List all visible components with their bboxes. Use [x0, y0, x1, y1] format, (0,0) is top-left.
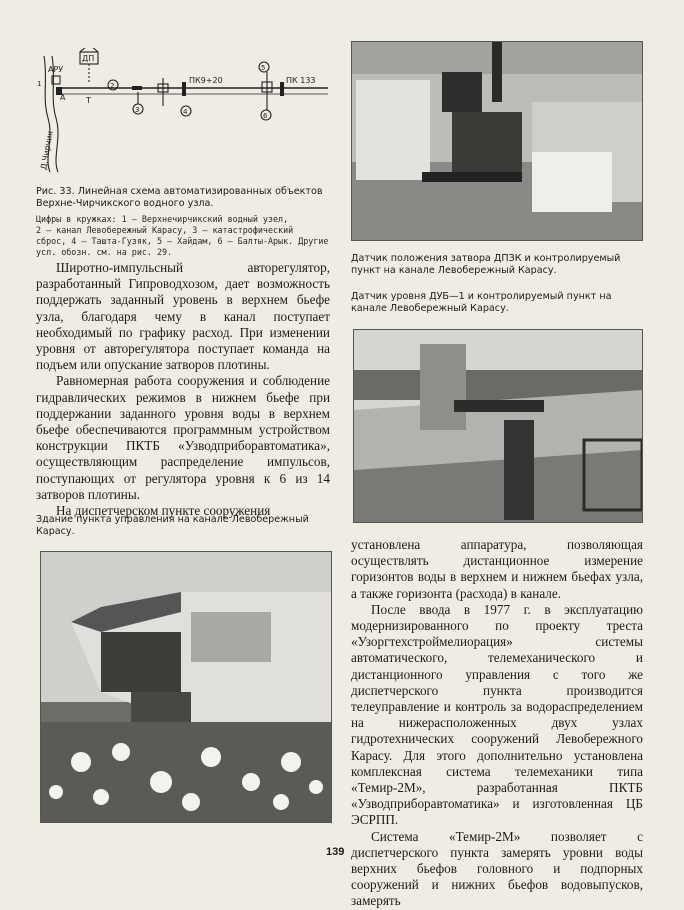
right-column-text: [351, 537, 643, 910]
figure-legend: Цифры в кружках: 1 — Верхнечирчикский водный узел, 2 — канал Левобережный Карасу, 3 — катастрофический сброс, 4 — Ташта-Гузяк, 5 — Хайдам, 6 — Балты-Арык. Другие усл. обозн. см. на рис. 29.: [36, 214, 329, 257]
paragraph: Равномерная работа сооружения и соблюдение гидравлических режимов в нижнем бьефе при поддержании заданного уровня воды в верхнем бьефе обеспечиваются программным устройством конструкции ПКТБ «Узводприборавтоматика», осуществляющим распределение импульсов, поступающих от регулятора уровня к 6 из 14 затворов плотины.: [36, 373, 330, 502]
photo-caption-dpzk: Датчик положения затвора ДПЗК и контролируемый пункт на канале Левобережный Карасу.: [351, 253, 621, 276]
dp-roof: [80, 48, 98, 52]
label-river: Д.Чирчик: [39, 130, 55, 171]
scheme-diagram: [34, 48, 334, 176]
paragraph: На диспетчерском пункте сооружения: [56, 503, 271, 519]
label-t: Т: [86, 96, 91, 105]
label-pk1: ПК9+20: [189, 76, 223, 85]
photo-sensor-dub: [353, 329, 643, 523]
label-a: A: [60, 93, 66, 102]
left-column-text: [36, 260, 330, 519]
svg-text:2: 2: [110, 82, 115, 90]
svg-text:5: 5: [261, 64, 266, 72]
svg-text:3: 3: [135, 106, 140, 114]
paragraph: После ввода в 1977 г. в эксплуатацию модернизированного по проекту треста «Узоргтехстроймелиорация» системы автоматического, телемеханического и дистанционного управления с того же диспетчерского пункта производится телеуправление и контроль за водораспределением на нижерасположенных двух узлах гидротехнических сооружений Левобережного Карасу. Для этого дополнительно установлена комплексная система телемеханики типа «Темир-2М», разработанная ПКТБ «Узводприборавтоматика» и изготовленная ЦБ ЭСРПП.: [351, 601, 643, 828]
photo-caption-dub: Датчик уровня ДУБ—1 и контролируемый пункт на канале Левобережный Карасу.: [351, 291, 612, 314]
gate-mark-2: [280, 82, 284, 96]
svg-text:6: 6: [263, 112, 268, 120]
photo-control-building: [40, 551, 332, 823]
paragraph: установлена аппаратура, позволяющая осуществлять дистанционное измерение горизонтов воды в верхнем и нижнем бьефах узла, а также горизонта (расхода) в канале.: [351, 537, 643, 601]
paragraph: Широтно-импульсный авторегулятор, разработанный Гипроводхозом, дает возможность поддержать заданный уровень в верхнем бьефе узла, благодаря чему в канал поступает необходимый по графику расход. При изменении уровня от авторегулятора поступает команда на подъем или опускание затворов плотины.: [36, 260, 330, 373]
photo-sensor-dpzk: [351, 41, 643, 241]
svg-text:1: 1: [37, 80, 42, 88]
photo-caption-building: Здание пункта управления на канале Левобережный Карасу.: [36, 514, 309, 537]
page-number: 139: [326, 846, 345, 858]
paragraph: Система «Темир-2М» позволяет с диспетчерского пункта замерять уровни воды верхних бьефов головного и подпорных сооружений и нижних бьефов водовыпусков, замерять: [351, 828, 643, 909]
label-dp: ДП: [82, 54, 95, 63]
svg-text:4: 4: [183, 108, 188, 116]
figure-caption: Рис. 33. Линейная схема автоматизированных объектов Верхне-Чирчикского водного узла.: [36, 186, 323, 209]
gate-mark-1: [182, 82, 186, 96]
label-aru: АРУ: [48, 65, 64, 74]
label-pk2: ПК 133: [286, 76, 316, 85]
